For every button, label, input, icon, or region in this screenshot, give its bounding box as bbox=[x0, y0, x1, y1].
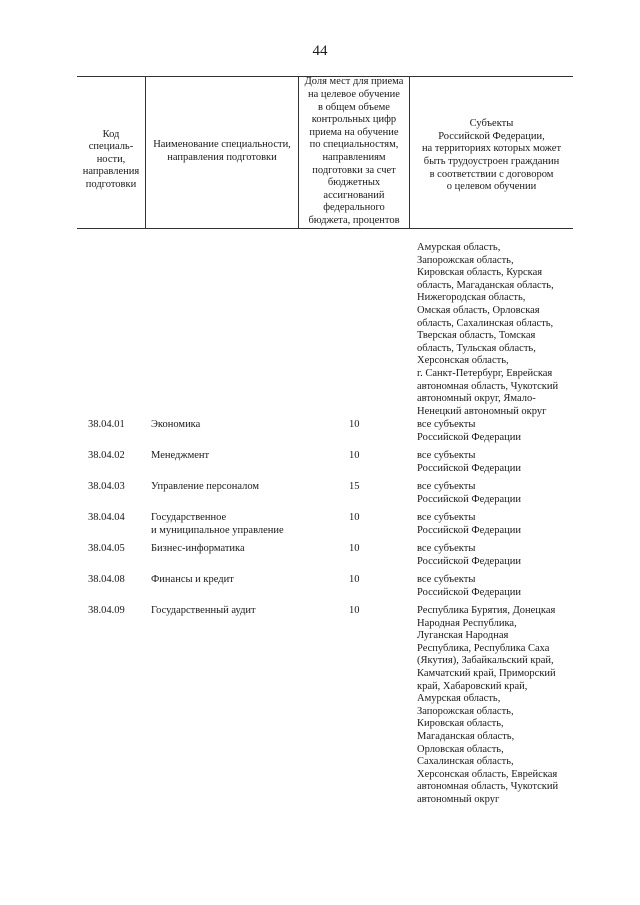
header-label bbox=[305, 76, 404, 227]
text-line: подготовки за счет bbox=[312, 164, 396, 176]
text-line: Код bbox=[102, 128, 120, 140]
cell-share: 10 bbox=[349, 419, 360, 430]
cell-code: 38.04.04 bbox=[88, 512, 125, 523]
header-label bbox=[422, 118, 561, 194]
text-line: Бизнес-информатика bbox=[151, 543, 245, 554]
cell-subjects bbox=[417, 543, 575, 568]
subjects-list bbox=[417, 481, 575, 506]
subjects-list bbox=[417, 450, 575, 475]
page-number: 44 bbox=[312, 43, 328, 59]
text-line: Республика, Республика Саха bbox=[417, 642, 550, 654]
header-label bbox=[153, 139, 291, 164]
cell-name bbox=[151, 605, 296, 618]
subjects-list bbox=[417, 574, 575, 599]
text-line: автономный округ bbox=[417, 793, 500, 805]
text-line: на территориях которых может bbox=[421, 143, 562, 155]
text-line: Камчатский край, Приморский bbox=[417, 667, 556, 679]
header-subjects bbox=[410, 76, 573, 228]
text-line: все субъекты bbox=[417, 512, 476, 523]
text-line: Менеджмент bbox=[151, 450, 210, 461]
text-line: область, Магаданская область, bbox=[417, 279, 554, 291]
text-line: автономный округ, Ямало- bbox=[417, 393, 536, 405]
text-line: по специальностям, bbox=[309, 139, 399, 151]
cell-subjects bbox=[417, 481, 575, 506]
program-name bbox=[151, 512, 296, 537]
text-line: Омская область, Орловская bbox=[417, 304, 540, 316]
text-line: Народная Республика, bbox=[417, 617, 517, 629]
subjects-list bbox=[417, 242, 575, 418]
cell-code: 38.04.05 bbox=[88, 543, 125, 554]
subjects-list bbox=[417, 419, 575, 444]
cell-subjects bbox=[417, 605, 575, 807]
text-line: Государственное bbox=[151, 512, 227, 523]
text-line: все субъекты bbox=[417, 419, 476, 430]
text-line: все субъекты bbox=[417, 574, 476, 585]
text-line: автономная область, Чукотский bbox=[417, 380, 559, 392]
text-line: Ненецкий автономный округ bbox=[417, 405, 547, 417]
text-line: Магаданская область, bbox=[417, 730, 515, 742]
text-line: Государственный аудит bbox=[151, 605, 256, 616]
cell-subjects bbox=[417, 512, 575, 537]
subjects-list bbox=[417, 605, 575, 807]
program-name bbox=[151, 543, 296, 556]
text-line: край, Хабаровский край, bbox=[417, 680, 528, 692]
text-line: направления bbox=[82, 166, 140, 178]
cell-name bbox=[151, 481, 296, 494]
text-line: все субъекты bbox=[417, 450, 476, 461]
text-line: Российской Федерации bbox=[417, 555, 521, 567]
text-line: на целевое обучение bbox=[308, 89, 400, 101]
text-line: Финансы и кредит bbox=[151, 574, 234, 585]
header-label bbox=[83, 129, 139, 192]
cell-share: 10 bbox=[349, 543, 360, 554]
cell-share: 10 bbox=[349, 512, 360, 523]
text-line: направления подготовки bbox=[167, 152, 277, 163]
text-line: федерального bbox=[323, 202, 385, 214]
text-line: Российской Федерации bbox=[417, 586, 521, 598]
cell-name bbox=[151, 574, 296, 587]
cell-subjects bbox=[417, 242, 575, 418]
text-line: область, Тульская область, bbox=[417, 342, 536, 354]
text-line: подготовки bbox=[85, 178, 137, 190]
text-line: Республика Бурятия, Донецкая bbox=[417, 605, 556, 616]
text-line: быть трудоустроен гражданин bbox=[423, 156, 560, 167]
cell-subjects bbox=[417, 419, 575, 444]
text-line: автономная область, Чукотский bbox=[417, 781, 559, 793]
subjects-list bbox=[417, 512, 575, 537]
program-name bbox=[151, 605, 296, 618]
text-line: Российской Федерации bbox=[417, 493, 521, 505]
text-line: ности, bbox=[96, 153, 126, 165]
text-line: Луганская Народная bbox=[417, 630, 509, 642]
text-line: Субъекты bbox=[469, 118, 514, 130]
text-line: Тверская область, Томская bbox=[417, 330, 536, 342]
cell-share: 10 bbox=[349, 450, 360, 461]
text-line: Амурская область, bbox=[417, 693, 501, 705]
text-line: Российской Федерации bbox=[417, 462, 521, 474]
cell-name bbox=[151, 512, 296, 537]
text-line: Российской Федерации, bbox=[438, 130, 545, 142]
cell-share: 10 bbox=[349, 605, 360, 616]
text-line: Запорожская область, bbox=[417, 705, 514, 717]
cell-code: 38.04.03 bbox=[88, 481, 125, 492]
text-line: направлениям bbox=[322, 152, 386, 163]
text-line: специаль- bbox=[88, 141, 134, 153]
text-line: приема на обучение bbox=[309, 126, 399, 138]
text-line: ассигнований bbox=[323, 189, 385, 201]
text-line: и муниципальное управление bbox=[151, 524, 284, 536]
cell-code: 38.04.01 bbox=[88, 419, 125, 430]
header-code bbox=[77, 76, 145, 228]
text-line: о целевом обучении bbox=[446, 181, 537, 193]
cell-name bbox=[151, 419, 296, 432]
cell-code: 38.04.08 bbox=[88, 574, 125, 585]
header-bottom-rule bbox=[77, 228, 573, 229]
text-line: Сахалинская область, bbox=[417, 756, 514, 768]
text-line: в общем объеме bbox=[318, 101, 390, 113]
cell-share: 10 bbox=[349, 574, 360, 585]
program-name bbox=[151, 450, 296, 463]
text-line: все субъекты bbox=[417, 481, 476, 492]
text-line: в соответствии с договором bbox=[429, 168, 554, 180]
text-line: Наименование специальности, bbox=[153, 139, 291, 151]
program-name bbox=[151, 574, 296, 587]
text-line: Доля мест для приема bbox=[304, 76, 404, 88]
text-line: Кировская область, Курская bbox=[417, 267, 543, 279]
text-line: контрольных цифр bbox=[311, 114, 397, 126]
text-line: бюджетных bbox=[327, 177, 381, 189]
text-line: бюджета, процентов bbox=[308, 214, 400, 226]
cell-code: 38.04.02 bbox=[88, 450, 125, 461]
cell-code: 38.04.09 bbox=[88, 605, 125, 616]
text-line: Херсонская область, bbox=[417, 355, 509, 367]
cell-subjects bbox=[417, 450, 575, 475]
text-line: Экономика bbox=[151, 419, 201, 430]
program-name bbox=[151, 419, 296, 432]
text-line: Кировская область, bbox=[417, 718, 504, 730]
text-line: Российской Федерации bbox=[417, 431, 521, 443]
text-line: Нижегородская область, bbox=[417, 292, 526, 304]
text-line: Орловская область, bbox=[417, 743, 504, 755]
cell-name bbox=[151, 450, 296, 463]
cell-name bbox=[151, 543, 296, 556]
cell-share: 15 bbox=[349, 481, 360, 492]
text-line: Российской Федерации bbox=[417, 524, 521, 536]
header-share bbox=[299, 76, 409, 228]
subjects-list bbox=[417, 543, 575, 568]
program-name bbox=[151, 481, 296, 494]
text-line: Херсонская область, Еврейская bbox=[417, 768, 558, 780]
cell-subjects bbox=[417, 574, 575, 599]
text-line: Запорожская область, bbox=[417, 254, 514, 266]
text-line: г. Санкт-Петербург, Еврейская bbox=[417, 367, 553, 379]
text-line: все субъекты bbox=[417, 543, 476, 554]
text-line: Амурская область, bbox=[417, 242, 501, 253]
header-name bbox=[146, 76, 298, 228]
text-line: (Якутия), Забайкальский край, bbox=[417, 655, 554, 667]
text-line: область, Сахалинская область, bbox=[417, 317, 554, 329]
text-line: Управление персоналом bbox=[151, 481, 260, 492]
